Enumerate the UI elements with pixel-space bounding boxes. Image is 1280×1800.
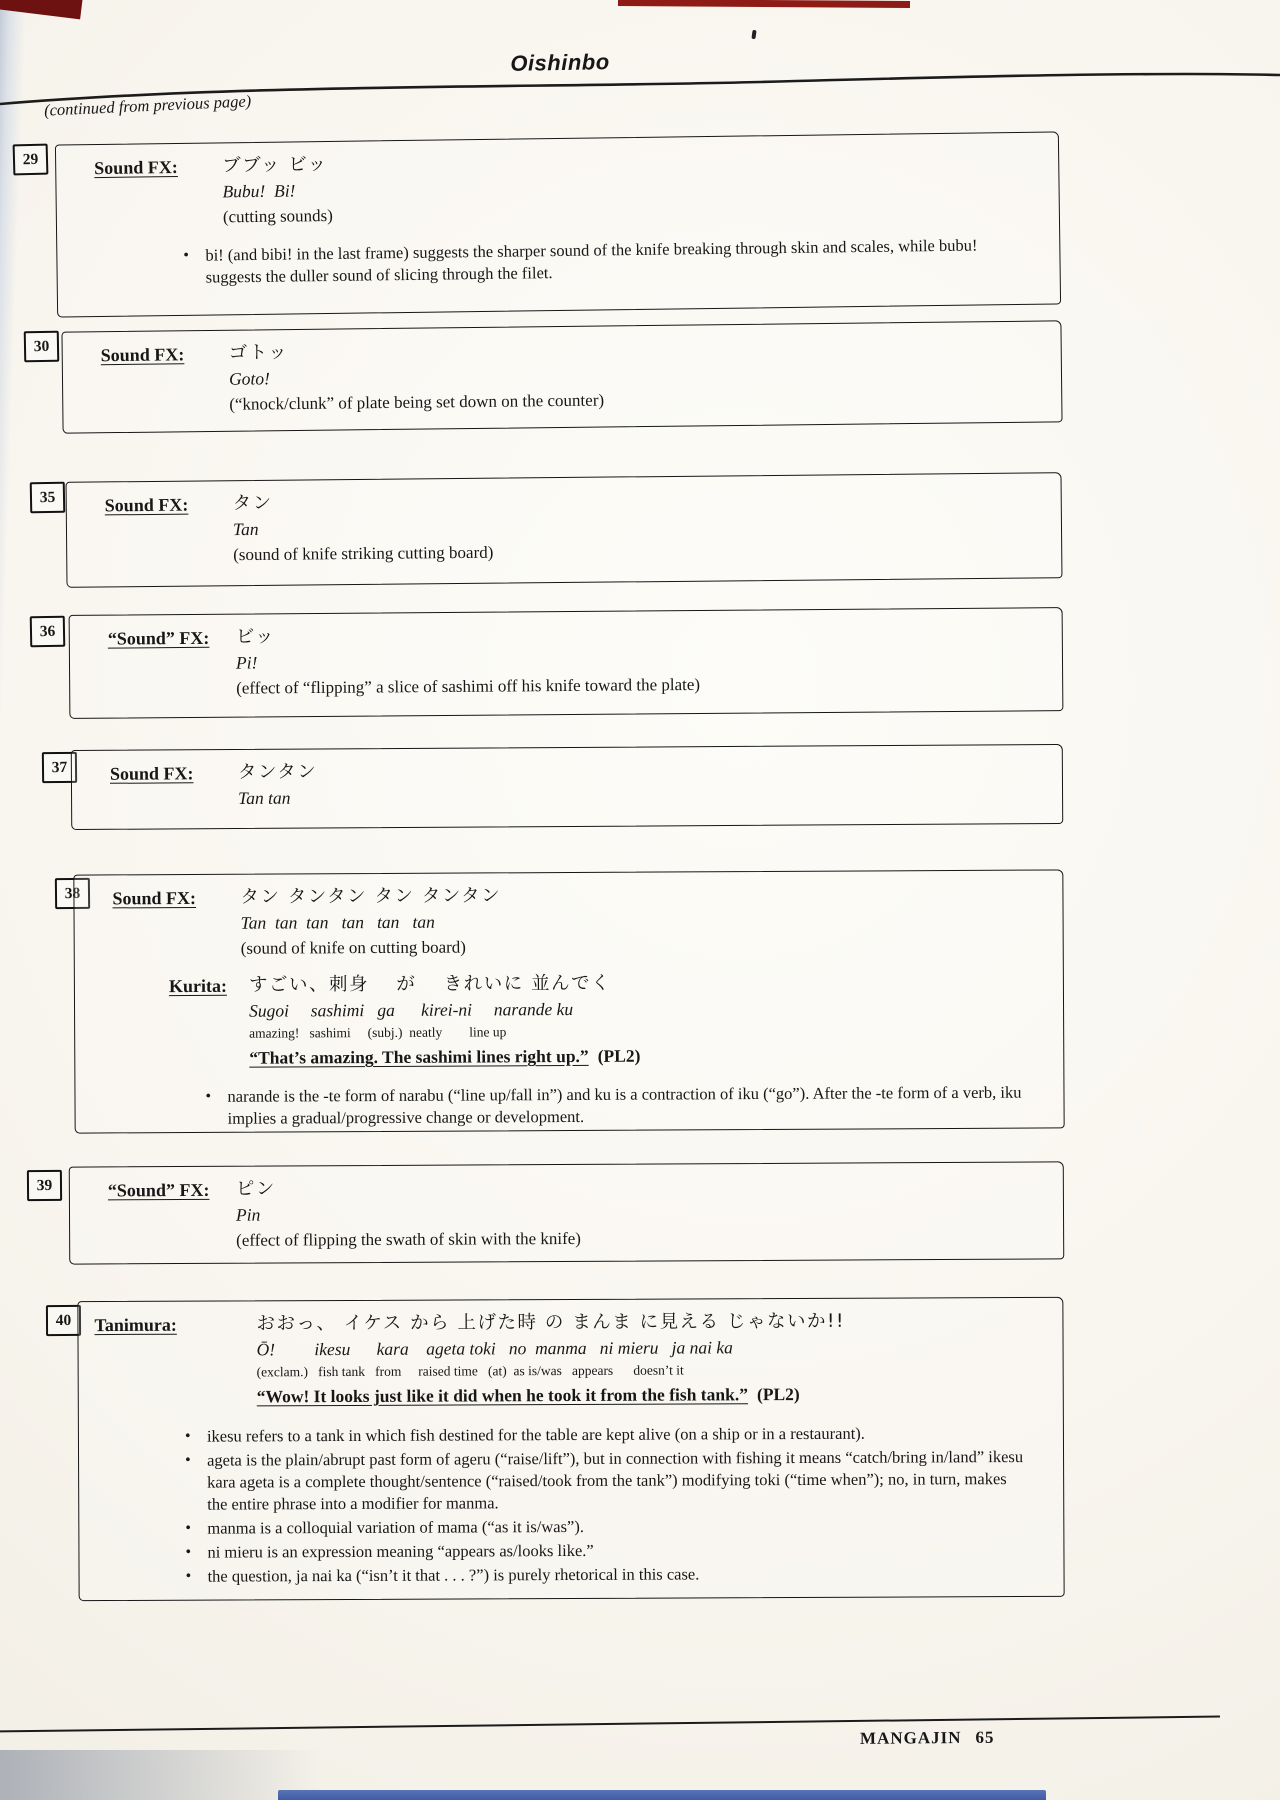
entry-box-37 bbox=[71, 744, 1063, 830]
note-text: the question, ja nai ka (“isn’t it that . . . ?”) is purely rhetorical in this case. bbox=[207, 1564, 700, 1586]
romaji-text: Tan bbox=[232, 518, 259, 540]
romaji-text: Goto! bbox=[228, 368, 270, 389]
note-text: manma is a colloquial variation of mama (“as it is/was”). bbox=[207, 1516, 585, 1538]
note-text: ni mieru is an expression meaning “appears as/looks like.” bbox=[207, 1540, 594, 1562]
translation-text: “That’s amazing. The sashimi lines right up.” bbox=[249, 1045, 589, 1068]
bullet-icon: • bbox=[205, 1087, 212, 1105]
photo-shadow bbox=[0, 1750, 320, 1800]
japanese-text: ビッ bbox=[235, 626, 276, 648]
entry-box-36 bbox=[69, 607, 1064, 719]
ink-speck bbox=[751, 30, 756, 39]
japanese-text: ゴトッ bbox=[228, 342, 289, 364]
panel-number: 38 bbox=[55, 878, 90, 909]
panel-number: 37 bbox=[42, 752, 77, 783]
speaker-label: Tanimura: bbox=[94, 1314, 177, 1336]
note-text: narande is the -te form of narabu (“line up/fall in”) and ku is a contraction of iku (“go”). After the -te form of a verb, iku implies a gradual/progressive change or development. bbox=[227, 1082, 1022, 1128]
entry-box-29 bbox=[55, 131, 1061, 317]
page-title: Oishinbo bbox=[510, 49, 610, 76]
politeness-level: (PL2) bbox=[756, 1384, 800, 1405]
bullet-icon: • bbox=[185, 1519, 191, 1537]
note-text: ikesu refers to a tank in which fish destined for the table are kept alive (on a ship or in a restaurant). bbox=[206, 1423, 865, 1446]
japanese-text: タン タンタン タン タンタン bbox=[240, 885, 502, 908]
translation-text: “Wow! It looks just like it did when he took it from the fish tank.” bbox=[256, 1384, 749, 1407]
fx-description: (sound of knife striking cutting board) bbox=[233, 542, 494, 565]
photo-edge-red-top bbox=[618, 0, 910, 8]
bullet-icon: • bbox=[185, 1567, 192, 1585]
bullet-icon: • bbox=[185, 1451, 191, 1469]
translation-line bbox=[257, 1381, 1049, 1409]
entry-box-40 bbox=[77, 1297, 1064, 1601]
fx-label: “Sound” FX: bbox=[107, 1179, 210, 1201]
panel-number: 39 bbox=[27, 1170, 62, 1201]
speech-gloss: amazing! sashimi (subj.) neatly line up bbox=[249, 1024, 507, 1041]
footer bbox=[860, 1727, 1070, 1749]
continued-note: (continued from previous page) bbox=[43, 91, 252, 120]
photo-edge-red-left bbox=[0, 0, 83, 19]
fx-description: (effect of “flipping” a slice of sashimi off his knife toward the plate) bbox=[236, 674, 701, 698]
romaji-text: Pi! bbox=[235, 652, 258, 673]
japanese-text: タン bbox=[232, 492, 273, 515]
speaker-label: Kurita: bbox=[168, 975, 227, 997]
japanese-text: ブブッ ビッ bbox=[222, 154, 328, 177]
fx-label: “Sound” FX: bbox=[107, 627, 210, 649]
translation-line bbox=[249, 1041, 1049, 1070]
japanese-text: ピン bbox=[235, 1178, 276, 1200]
speech-romaji: Ō! ikesu kara ageta toki no manma ni mieru ja nai ka bbox=[256, 1337, 733, 1360]
panel-number: 36 bbox=[30, 616, 66, 648]
entry-box-39 bbox=[69, 1161, 1064, 1264]
panel-number: 29 bbox=[13, 144, 49, 176]
bullet-icon: • bbox=[183, 246, 190, 264]
fx-label: Sound FX: bbox=[109, 763, 194, 784]
romaji-text: Tan tan tan tan tan tan bbox=[240, 911, 435, 933]
romaji-text: Pin bbox=[235, 1204, 261, 1225]
bullet-icon: • bbox=[184, 1427, 191, 1445]
fx-description: (cutting sounds) bbox=[222, 205, 334, 227]
fx-description: (sound of knife on cutting board) bbox=[240, 937, 466, 958]
fx-label: Sound FX: bbox=[112, 887, 197, 909]
speech-gloss: (exclam.) fish tank from raised time (at) as is/was appears doesn’t it bbox=[256, 1362, 684, 1380]
bullet-icon: • bbox=[185, 1543, 192, 1561]
fx-label: Sound FX: bbox=[104, 494, 189, 516]
panel-number: 30 bbox=[24, 331, 60, 363]
speech-japanese: おおっ、 イケス から 上げた時 の まんま に見える じゃないか!! bbox=[256, 1310, 845, 1335]
romaji-text: Tan tan bbox=[238, 787, 291, 809]
fx-label: Sound FX: bbox=[94, 156, 178, 179]
entry-box-30 bbox=[61, 320, 1062, 433]
magazine-name: MANGAJIN bbox=[859, 1728, 962, 1748]
politeness-level: (PL2) bbox=[597, 1045, 641, 1066]
note-text: bi! (and bibi! in the last frame) suggests the sharper sound of the knife breaking through skin and scales, while bubu! suggests the duller sound of slicing through the filet. bbox=[205, 235, 978, 287]
speech-japanese: すごい、刺身 が きれいに 並んでく bbox=[248, 972, 612, 996]
romaji-text: Bubu! Bi! bbox=[222, 180, 296, 202]
fx-label: Sound FX: bbox=[100, 344, 185, 366]
fx-description: (effect of flipping the swath of skin with the knife) bbox=[236, 1228, 581, 1250]
photo-edge-blue-bottom bbox=[278, 1790, 1046, 1800]
panel-number: 40 bbox=[46, 1305, 81, 1336]
panel-number: 35 bbox=[30, 482, 66, 514]
japanese-text: タンタン bbox=[237, 761, 318, 784]
fx-description: (“knock/clunk” of plate being set down on the counter) bbox=[229, 390, 605, 414]
entry-box-35 bbox=[66, 472, 1063, 588]
speech-romaji: Sugoi sashimi ga kirei-ni narande ku bbox=[248, 998, 574, 1021]
entry-box-38 bbox=[73, 869, 1064, 1133]
page-number: 65 bbox=[975, 1727, 995, 1747]
note-text: ageta is the plain/abrupt past form of ageru (“raise/lift”), but in connection with fishing it means “catch/bring in/land” ikesu kara ageta is a complete thought/sentence (“raised/took from the tank”) modifying toki (“time when”); no, in turn, makes the entire phrase into a modifier for manma. bbox=[207, 1447, 1024, 1514]
